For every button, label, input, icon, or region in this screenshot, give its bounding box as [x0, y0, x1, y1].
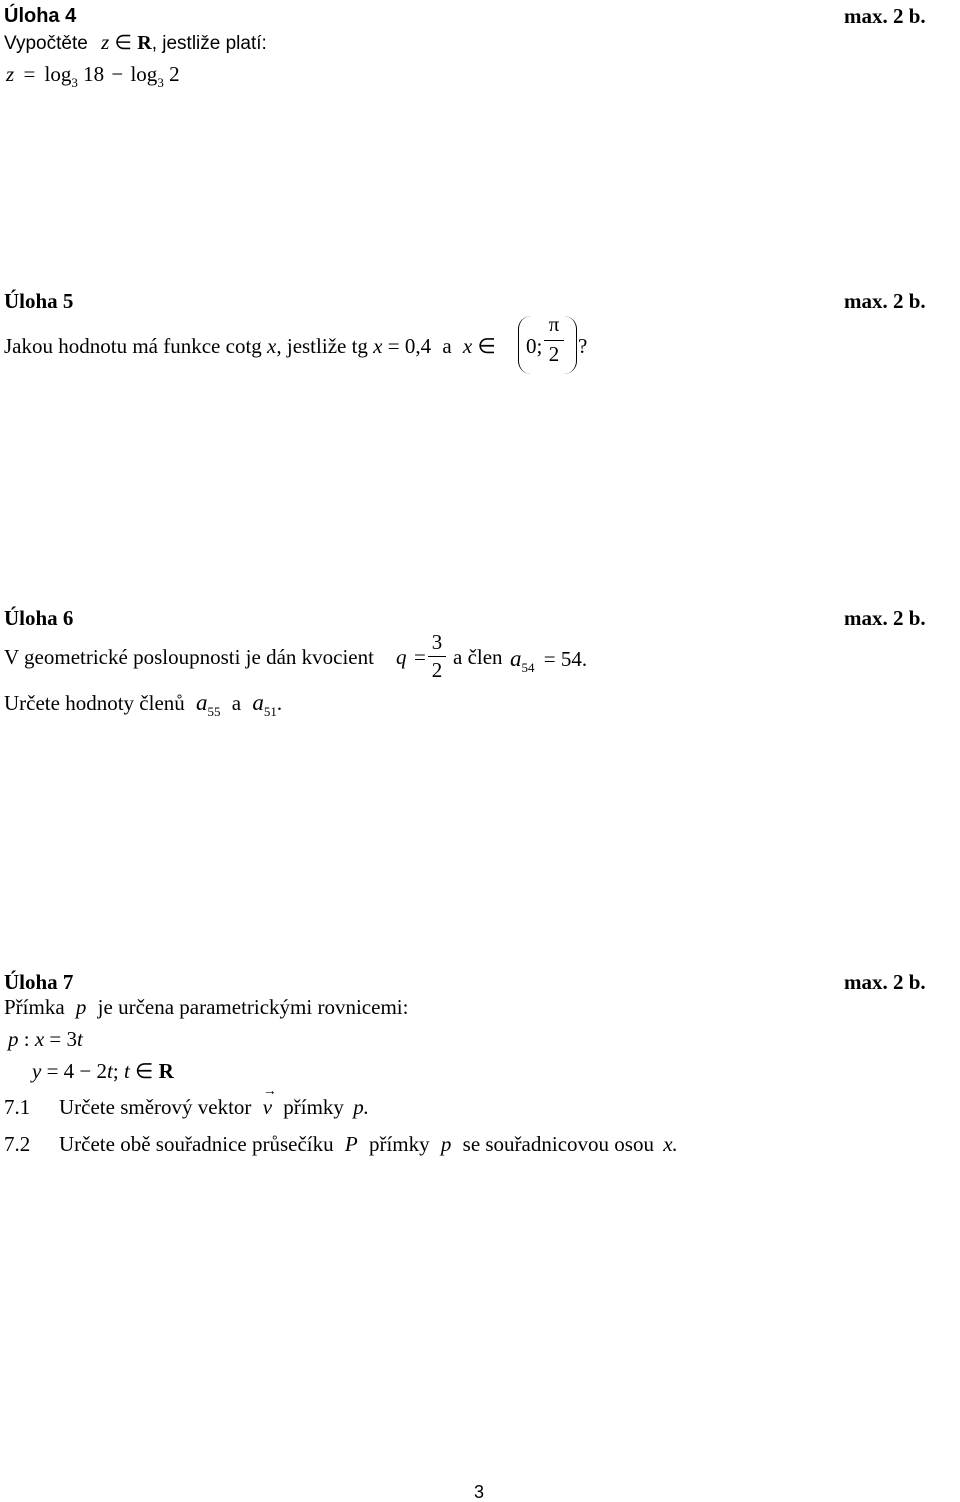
task4-eq-sign: = [23, 62, 36, 86]
task4-eq-lhs: z [6, 62, 15, 86]
task6-a55-sub: 55 [207, 704, 221, 719]
task7-eq2-y: y [32, 1059, 42, 1083]
task4-text-prefix: Vypočtěte [4, 33, 88, 54]
task4-log1-arg: 18 [83, 62, 105, 86]
task6-line2-text: Určete hodnoty členů [4, 691, 185, 715]
task4-title: Úloha 4 [4, 5, 77, 27]
task6-line1-text: V geometrické posloupnosti je dán kvocient [4, 645, 374, 669]
task7-eq2-t2: t [123, 1059, 130, 1083]
task6-points: max. 2 b. [844, 606, 926, 630]
task7-eq2-minus: − [79, 1059, 92, 1083]
vector-arrow-icon: → [262, 1084, 277, 1099]
task4-var-z: z [101, 30, 110, 54]
task7-intro-suffix: je určena parametrickými rovnicemi: [97, 995, 409, 1019]
task7-eq1-eq: = [49, 1027, 62, 1051]
task5-statement [4, 336, 496, 357]
task6-title: Úloha 6 [4, 606, 74, 630]
task4-log2: log [130, 62, 158, 86]
task7-equation-2 [32, 1061, 174, 1082]
task7-q2-text3: se souřadnicovou osou [462, 1132, 654, 1156]
task7-eq1-rhs: 3 [66, 1027, 78, 1051]
task6-q-num: 3 [431, 630, 443, 654]
task4-log2-base: 3 [157, 75, 164, 90]
task6-a54-eq: = [543, 647, 556, 671]
task7-q1-num: 7.1 [4, 1095, 31, 1119]
task7-points: max. 2 b. [844, 970, 926, 994]
task7-q1 [59, 1084, 369, 1119]
task7-q2-text2: přímky [368, 1132, 430, 1156]
task5-right-paren [564, 316, 577, 374]
task7-eq2-rhs: 4 [63, 1059, 75, 1083]
task4-in-symbol: ∈ [114, 32, 132, 54]
task4-set-r: R [137, 32, 152, 54]
task5-pi: π [548, 312, 560, 336]
task6-conj: a [231, 691, 242, 715]
task5-pi-fraction [544, 314, 564, 365]
task5-text-prefix: Jakou hodnotu má funkce cotg [4, 334, 262, 358]
task5-var-x2: x [373, 334, 383, 358]
task5-conj: a [442, 334, 452, 358]
task7-eq2-sep: ; [112, 1059, 119, 1083]
page-number: 3 [474, 1482, 485, 1502]
task6-q-den: 2 [431, 658, 443, 682]
task6-line2 [4, 690, 283, 719]
task5-question: ? [578, 334, 588, 358]
task7-q1-p: p. [353, 1095, 369, 1119]
task7-eq2-r: R [158, 1059, 174, 1083]
task5-var-x1: x [267, 334, 277, 358]
task6-q-fraction [428, 632, 446, 681]
task6-a54-val: 54. [560, 647, 588, 671]
task7-eq2-coef: 2 [96, 1059, 108, 1083]
task7-eq2-t: t [107, 1059, 113, 1083]
task6-period: . [276, 691, 283, 715]
task7-eq1-p: p [8, 1027, 19, 1051]
task5-value: 0,4 [404, 334, 432, 358]
task7-eq1-x: x [34, 1027, 45, 1051]
task7-eq2-in: ∈ [135, 1059, 154, 1083]
task4-equation [6, 62, 180, 90]
task7-q2-x: x. [663, 1132, 678, 1156]
task7-var-p: p [75, 995, 87, 1019]
task5-title: Úloha 5 [4, 289, 74, 313]
task7-q2-p-line: p [440, 1132, 452, 1156]
task5-in-symbol: ∈ [477, 334, 496, 358]
task6-a54-sub: 54 [521, 660, 535, 675]
task7-q1-text: Určete směrový vektor [59, 1095, 252, 1119]
task4-log1-base: 3 [71, 75, 78, 90]
task5-text-mid: , jestliže tg [276, 334, 368, 358]
task6-a54 [510, 646, 588, 675]
task4-points: max. 2 b. [844, 4, 926, 28]
task7-eq1-t: t [77, 1027, 83, 1051]
task7-eq1-colon: : [23, 1027, 30, 1051]
task5-points: max. 2 b. [844, 289, 926, 313]
task4-minus: − [111, 62, 124, 86]
task6-a54-var: a [510, 646, 522, 671]
task5-var-x3: x [462, 334, 473, 358]
task7-q2-num: 7.2 [4, 1132, 31, 1156]
task6-var-q: q [396, 645, 407, 669]
task6-a51-sub: 51 [263, 704, 277, 719]
task4-log1: log [44, 62, 72, 86]
task6-a55-var: a [196, 690, 208, 715]
task7-eq2-eq: = [46, 1059, 59, 1083]
task6-clen-text: a člen [453, 645, 503, 669]
task6-eq-sign: = [414, 645, 426, 669]
task7-intro [4, 997, 408, 1018]
task7-intro-prefix: Přímka [4, 995, 65, 1019]
task4-text-suffix: , jestliže platí: [151, 33, 267, 54]
task7-q2-text: Určete obě souřadnice průsečíku [59, 1132, 334, 1156]
task7-title: Úloha 7 [4, 970, 74, 994]
task4-statement [4, 32, 267, 53]
task7-q2 [59, 1134, 678, 1155]
task6-a51-var: a [252, 690, 264, 715]
task5-interval-start: 0; [526, 334, 543, 358]
task7-equation-1 [8, 1029, 83, 1050]
task5-pi-den: 2 [548, 342, 560, 366]
task7-q1-vector [262, 1084, 277, 1119]
task7-q1-text2: přímky [283, 1095, 344, 1119]
task4-log2-arg: 2 [169, 62, 180, 86]
task7-q1-v: v [262, 1095, 273, 1119]
task7-q2-p-point: P [344, 1132, 358, 1156]
task5-eq-sign: = [387, 334, 400, 358]
